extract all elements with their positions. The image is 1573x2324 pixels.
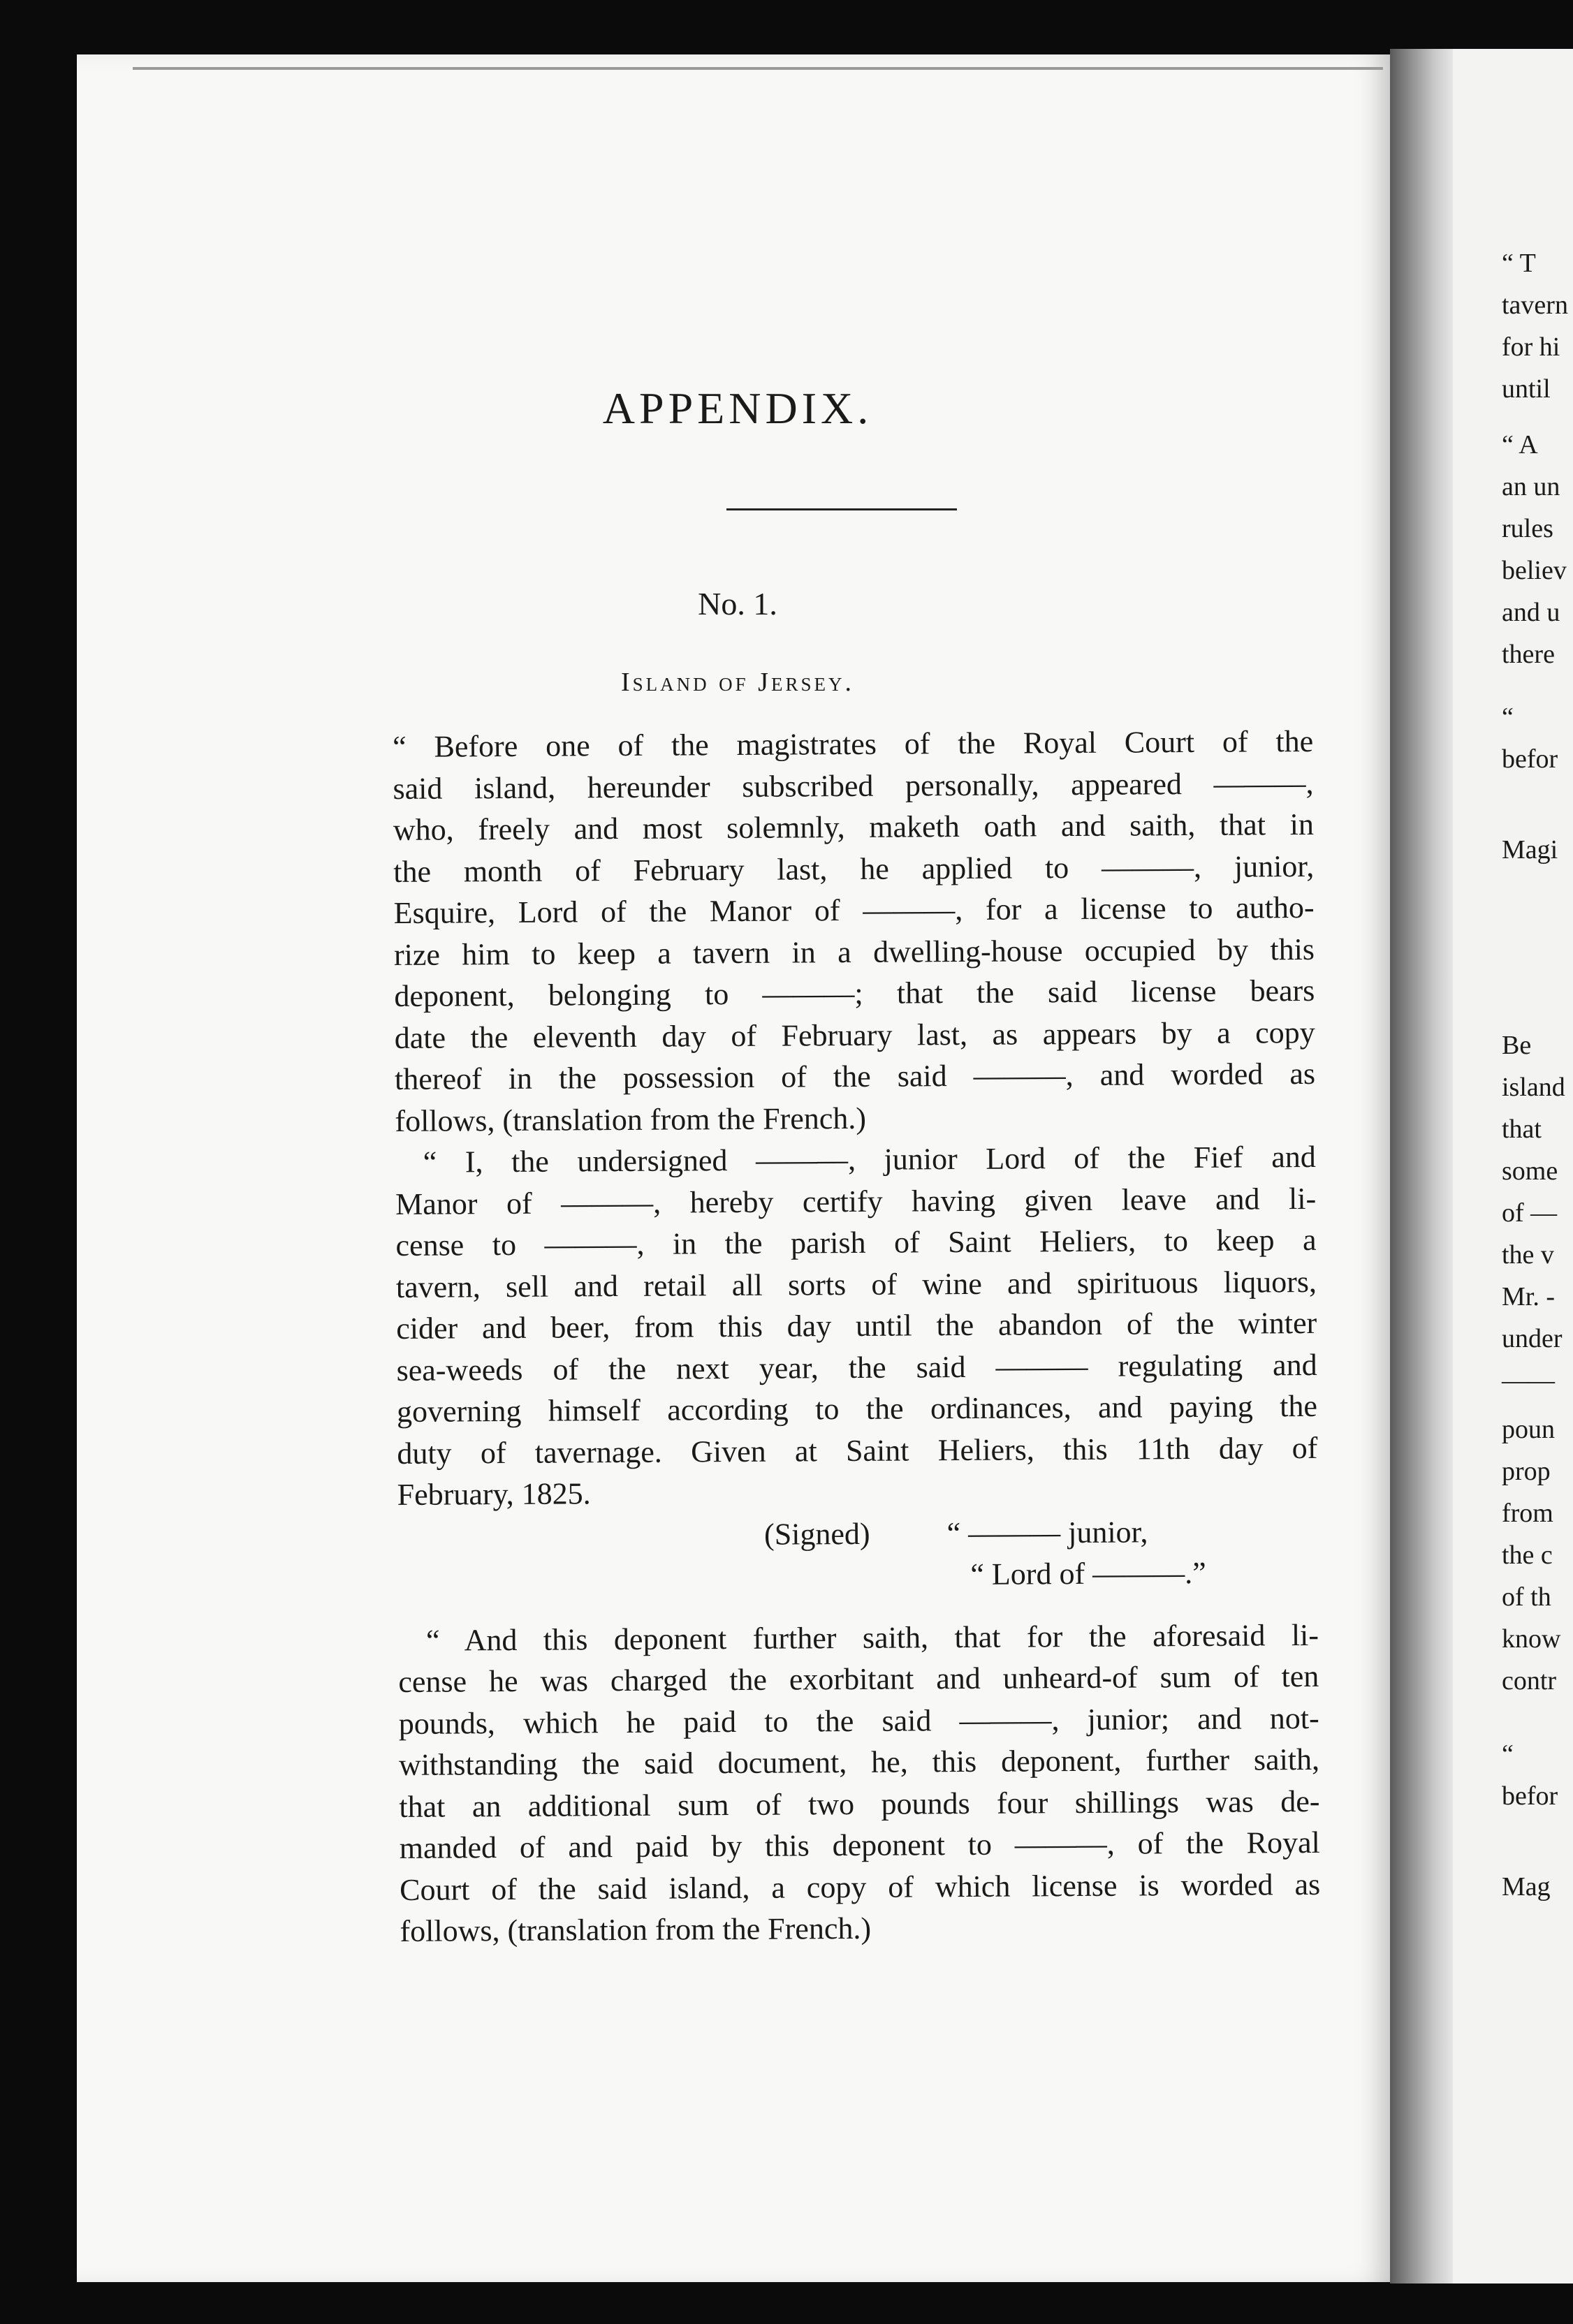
facing-page-fragment: and u	[1502, 598, 1560, 627]
text-line: follows, (translation from the French.)	[400, 1911, 872, 1948]
facing-page-fragment: “ T	[1502, 249, 1536, 278]
section-subtitle: Island of Jersey.	[621, 668, 854, 697]
text-line: Court of the said island, a copy of which license is worded as	[400, 1867, 1321, 1907]
facing-page-fragment: believ	[1502, 556, 1567, 585]
facing-page-fragment: contr	[1502, 1666, 1557, 1696]
facing-page-fragment: ——	[1502, 1366, 1555, 1395]
text-line: tavern, sell and retail all sorts of wine and spirituous liquors,	[395, 1264, 1317, 1304]
text-line: cense to ———, in the parish of Saint Heliers, to keep a	[395, 1222, 1317, 1263]
text-line: the month of February last, he applied to ———, junior,	[393, 848, 1315, 889]
text-line: February, 1825.	[397, 1476, 591, 1512]
facing-page-fragment: that	[1502, 1115, 1542, 1144]
facing-page-fragment: of —	[1502, 1198, 1558, 1228]
text-line: follows, (translation from the French.)	[395, 1101, 867, 1138]
heading-rule	[726, 508, 957, 510]
facing-page-fragment: tavern	[1502, 290, 1568, 320]
facing-page-fragment: until	[1502, 374, 1551, 404]
text-line: deponent, belonging to ———; that the said license bears	[394, 973, 1315, 1013]
facing-page-fragment: “ A	[1502, 430, 1538, 459]
facing-page-fragment: Magi	[1502, 835, 1558, 865]
appendix-text	[393, 721, 1321, 1952]
text-line: cider and beer, from this day until the abandon of the winter	[396, 1305, 1317, 1346]
facing-page-fragment: the c	[1502, 1540, 1553, 1570]
facing-page-fragment: the v	[1502, 1240, 1554, 1270]
text-line: “ And this deponent further saith, that for the aforesaid li-	[425, 1617, 1319, 1658]
facing-page-fragment: know	[1502, 1624, 1561, 1654]
text-line: “ I, the undersigned ———, junior Lord of the Fief and	[423, 1139, 1316, 1179]
text-line: governing himself according to the ordinances, and paying the	[396, 1388, 1318, 1429]
text-line: sea-weeds of the next year, the said ——— regulating and	[396, 1347, 1317, 1388]
text-line: cense he was charged the exorbitant and unheard-of sum of ten	[398, 1659, 1319, 1699]
text-line: said island, hereunder subscribed personally, appeared ———,	[393, 765, 1314, 806]
text-line: thereof in the possession of the said ———, and worded as	[394, 1056, 1316, 1096]
facing-page-fragment: some	[1502, 1156, 1558, 1186]
text-line: rize him to keep a tavern in a dwelling-house occupied by this	[393, 932, 1315, 972]
facing-page-fragment: under	[1502, 1324, 1563, 1353]
text-line: Manor of ———, hereby certify having given leave and li-	[395, 1181, 1317, 1221]
facing-page-fragment: rules	[1502, 514, 1553, 543]
facing-page-fragment: befor	[1502, 744, 1558, 774]
facing-page-fragment: Mr. -	[1502, 1282, 1555, 1311]
facing-page-fragment: befor	[1502, 1781, 1558, 1811]
facing-page-fragment: an un	[1502, 472, 1560, 501]
facing-page-fragment: of th	[1502, 1582, 1551, 1612]
facing-page-fragment: poun	[1502, 1415, 1555, 1444]
section-number: No. 1.	[698, 586, 777, 622]
facing-page-fragment: there	[1502, 640, 1555, 669]
text-line: pounds, which he paid to the said ———, junior; and not-	[398, 1700, 1319, 1741]
facing-page-fragment: for hi	[1502, 332, 1560, 362]
facing-page-fragment: prop	[1502, 1457, 1551, 1486]
facing-page-fragment: “	[1502, 1740, 1514, 1769]
text-line: who, freely and most solemnly, maketh oath and saith, that in	[393, 807, 1315, 847]
text-line: “ Before one of the magistrates of the Royal Court of the	[393, 723, 1314, 764]
facing-page-fragment: Mag	[1502, 1872, 1551, 1902]
facing-page-fragment: Be	[1502, 1031, 1532, 1060]
text-line: manded of and paid by this deponent to ———, of the Royal	[399, 1825, 1320, 1865]
facing-page-fragment: from	[1502, 1499, 1553, 1528]
text-line: Esquire, Lord of the Manor of ———, for a license to autho-	[393, 890, 1315, 930]
text-line: withstanding the said document, he, this deponent, further saith,	[398, 1742, 1320, 1782]
facing-page-fragment: island	[1502, 1073, 1565, 1102]
text-line: duty of tavernage. Given at Saint Heliers, this 11th day of	[397, 1430, 1318, 1471]
signature-line: “ Lord of ———.”	[970, 1555, 1206, 1591]
facing-page-fragment: “	[1502, 703, 1514, 732]
text-line: date the eleventh day of February last, as appears by a copy	[394, 1015, 1315, 1055]
signature-line: (Signed) “ ——— junior,	[763, 1514, 1148, 1552]
text-line: that an additional sum of two pounds four shillings was de-	[399, 1784, 1320, 1824]
page-heading: APPENDIX.	[602, 383, 873, 433]
